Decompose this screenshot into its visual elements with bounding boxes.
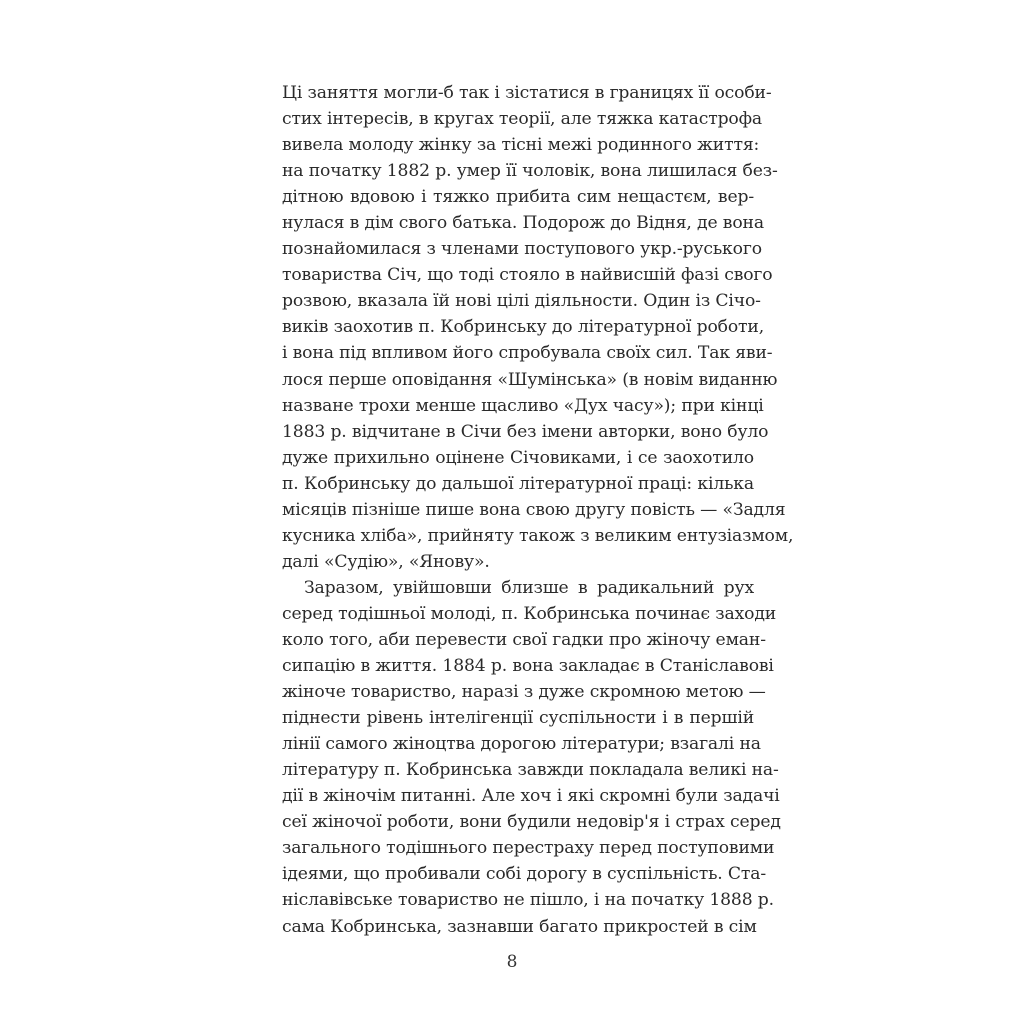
text-line: сипацію в життя. 1884 р. вона закладає в Станіславові xyxy=(282,656,774,677)
text-line: Ці заняття могли-б так і зістатися в границях її особи- xyxy=(282,83,772,103)
text-line: товариства Січ, що тоді стояло в найвисшій фазі свого xyxy=(282,265,773,286)
text-line: сама Кобринська, зазнавши багато прикростей в сім xyxy=(282,916,757,937)
paragraph-2 xyxy=(282,575,781,940)
text-line: жіноче товариство, наразі з дуже скромною метою — xyxy=(282,682,766,703)
text-line: і вона під впливом його спробувала своїх сил. Так яви- xyxy=(282,343,773,364)
text-line: Заразом, увійшовши близше в радикальний рух xyxy=(304,577,754,598)
text-line: загального тодішнього перестраху перед поступовими xyxy=(282,838,775,859)
text-line: дітною вдовою і тяжко прибита сим нещастєм, вер- xyxy=(282,187,754,208)
text-line: ідеями, що пробивали собі дорогу в суспільність. Ста- xyxy=(282,864,767,885)
text-line: далі «Судію», «Янову». xyxy=(282,551,490,572)
text-line: кусника хліба», прийняту також з великим ентузіазмом, xyxy=(282,525,794,546)
text-line: назване трохи менше щасливо «Дух часу»); при кінці xyxy=(282,395,764,416)
page-number: 8 xyxy=(506,952,518,972)
text-line: лінії самого жіноцтва дорогою літератури; взагалі на xyxy=(282,734,761,755)
paragraph-1 xyxy=(282,80,794,575)
text-line: дії в жіночім питанні. Але хоч і які скромні були задачі xyxy=(282,786,780,807)
text-line: познайомилася з членами поступового укр.-руського xyxy=(282,239,762,260)
text-line: стих інтересів, в кругах теорії, але тяжка катастрофа xyxy=(282,109,763,130)
text-line: дуже прихильно оцінене Січовиками, і се заохотило xyxy=(282,447,754,468)
text-line: виків заохотив п. Кобринську до літературної роботи, xyxy=(282,317,765,338)
text-line: літературу п. Кобринська завжди покладала великі на- xyxy=(282,760,779,781)
text-line: 1883 р. відчитане в Січи без імени авторки, воно було xyxy=(282,421,769,442)
text-line: лося перше оповідання «Шумінська» (в новім виданню xyxy=(282,369,778,390)
body-text xyxy=(282,80,794,940)
text-line: ніславівське товариство не пішло, і на початку 1888 р. xyxy=(282,890,774,911)
text-line: вивела молоду жінку за тісні межі родинного життя: xyxy=(282,135,760,156)
text-line: серед тодішньої молоді, п. Кобринська починає заходи xyxy=(282,603,777,624)
text-line: нулася в дім свого батька. Подорож до Відня, де вона xyxy=(282,213,764,234)
text-line: сеї жіночої роботи, вони будили недовір'я і страх серед xyxy=(282,812,781,833)
text-line: коло того, аби перевести свої гадки про жіночу еман- xyxy=(282,629,766,650)
text-line: піднести рівень інтелігенції суспільности і в першій xyxy=(282,708,754,729)
text-line: розвою, вказала їй нові цілі діяльности. Один із Січо- xyxy=(282,291,761,312)
text-line: місяців пізніше пише вона свою другу повість — «Задля xyxy=(282,499,786,520)
text-line: на початку 1882 р. умер її чоловік, вона лишилася без- xyxy=(282,161,778,182)
text-line: п. Кобринську до дальшої літературної праці: кілька xyxy=(282,473,754,494)
